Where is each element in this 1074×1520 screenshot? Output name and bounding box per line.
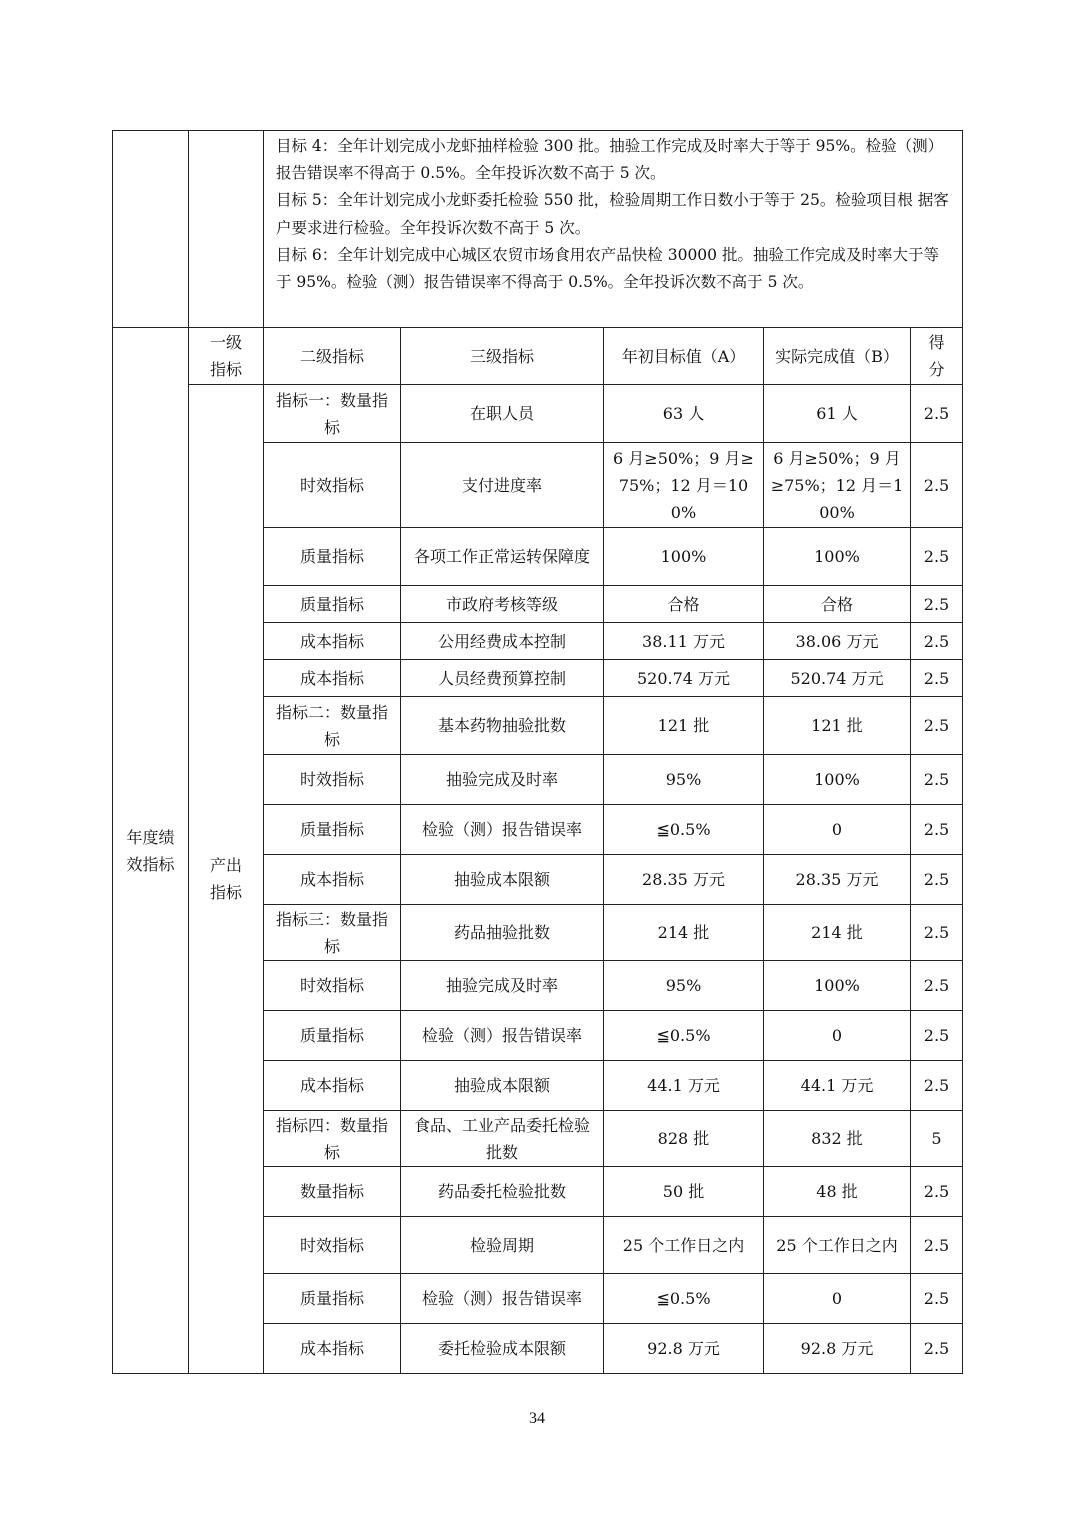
second-level-indicator-cell: 指标三：数量指标 [264, 905, 401, 961]
third-level-indicator-cell: 在职人员 [401, 385, 604, 443]
score-cell: 2.5 [911, 1324, 963, 1374]
first-level-output-indicator: 产出指标 [189, 385, 264, 1374]
third-level-indicator-cell: 支付进度率 [401, 443, 604, 528]
third-level-indicator-cell: 人员经费预算控制 [401, 660, 604, 697]
score-cell: 2.5 [911, 1274, 963, 1324]
goal-5-text: 目标 5：全年计划完成小龙虾委托检验 550 批，检验周期工作日数小于等于 25。检验项目根 据客户要求进行检验。全年投诉次数不高于 5 次。 [276, 191, 949, 237]
second-level-indicator-cell: 质量指标 [264, 586, 401, 623]
third-level-indicator-cell: 药品抽验批数 [401, 905, 604, 961]
initial-target-cell: 38.11 万元 [604, 623, 764, 660]
initial-target-cell: 50 批 [604, 1167, 764, 1217]
score-cell: 2.5 [911, 660, 963, 697]
score-cell: 2.5 [911, 443, 963, 528]
score-cell: 2.5 [911, 755, 963, 805]
initial-target-cell: 6 月≥50%；9 月≥75%；12 月＝100% [604, 443, 764, 528]
initial-target-cell: 121 批 [604, 697, 764, 755]
score-cell: 2.5 [911, 586, 963, 623]
third-level-indicator-cell: 委托检验成本限额 [401, 1324, 604, 1374]
actual-value-cell: 520.74 万元 [764, 660, 911, 697]
score-cell: 2.5 [911, 528, 963, 586]
initial-target-cell: 100% [604, 528, 764, 586]
second-level-indicator-cell: 成本指标 [264, 660, 401, 697]
actual-value-cell: 92.8 万元 [764, 1324, 911, 1374]
second-level-indicator-cell: 成本指标 [264, 1324, 401, 1374]
actual-value-cell: 28.35 万元 [764, 855, 911, 905]
goal-4-text: 目标 4：全年计划完成小龙虾抽样检验 300 批。抽验工作完成及时率大于等于 95%。检验（测）报告错误率不得高于 0.5%。全年投诉次数不高于 5 次。 [276, 137, 944, 183]
initial-target-cell: 25 个工作日之内 [604, 1217, 764, 1274]
actual-value-cell: 0 [764, 1274, 911, 1324]
second-level-indicator-cell: 数量指标 [264, 1167, 401, 1217]
third-level-indicator-cell: 检验（测）报告错误率 [401, 1274, 604, 1324]
second-level-indicator-cell: 时效指标 [264, 755, 401, 805]
header-initial-target: 年初目标值（A） [604, 328, 764, 385]
actual-value-cell: 0 [764, 1011, 911, 1061]
header-actual-value: 实际完成值（B） [764, 328, 911, 385]
second-level-indicator-cell: 质量指标 [264, 1274, 401, 1324]
header-first-level: 一级指标 [189, 328, 264, 385]
table-header-row [113, 328, 963, 385]
annual-performance-indicator-label: 年度绩效指标 [113, 328, 189, 1374]
actual-value-cell: 合格 [764, 586, 911, 623]
score-cell: 2.5 [911, 623, 963, 660]
second-level-indicator-cell: 成本指标 [264, 855, 401, 905]
third-level-indicator-cell: 抽验完成及时率 [401, 755, 604, 805]
actual-value-cell: 6 月≥50%；9 月≥75%；12 月＝100% [764, 443, 911, 528]
initial-target-cell: 828 批 [604, 1111, 764, 1167]
actual-value-cell: 48 批 [764, 1167, 911, 1217]
header-second-level: 二级指标 [264, 328, 401, 385]
actual-value-cell: 38.06 万元 [764, 623, 911, 660]
second-level-indicator-cell: 时效指标 [264, 443, 401, 528]
actual-value-cell: 100% [764, 755, 911, 805]
goals-blank-cell [189, 131, 264, 328]
page-number: 34 [529, 1410, 545, 1427]
score-cell: 2.5 [911, 1061, 963, 1111]
score-cell: 2.5 [911, 697, 963, 755]
initial-target-cell: 214 批 [604, 905, 764, 961]
score-cell: 2.5 [911, 961, 963, 1011]
second-level-indicator-cell: 质量指标 [264, 805, 401, 855]
table-row [113, 385, 963, 443]
second-level-indicator-cell: 时效指标 [264, 961, 401, 1011]
score-cell: 2.5 [911, 1011, 963, 1061]
third-level-indicator-cell: 药品委托检验批数 [401, 1167, 604, 1217]
second-level-indicator-cell: 质量指标 [264, 528, 401, 586]
score-cell: 2.5 [911, 855, 963, 905]
score-cell: 2.5 [911, 1217, 963, 1274]
second-level-indicator-cell: 指标二：数量指标 [264, 697, 401, 755]
initial-target-cell: ≦0.5% [604, 805, 764, 855]
score-cell: 2.5 [911, 1167, 963, 1217]
performance-indicator-table [112, 130, 963, 1374]
actual-value-cell: 832 批 [764, 1111, 911, 1167]
actual-value-cell: 100% [764, 961, 911, 1011]
initial-target-cell: 520.74 万元 [604, 660, 764, 697]
third-level-indicator-cell: 抽验完成及时率 [401, 961, 604, 1011]
third-level-indicator-cell: 各项工作正常运转保障度 [401, 528, 604, 586]
actual-value-cell: 44.1 万元 [764, 1061, 911, 1111]
initial-target-cell: ≦0.5% [604, 1011, 764, 1061]
score-cell: 2.5 [911, 905, 963, 961]
initial-target-cell: 92.8 万元 [604, 1324, 764, 1374]
actual-value-cell: 25 个工作日之内 [764, 1217, 911, 1274]
goals-blank-cell [113, 131, 189, 328]
initial-target-cell: 95% [604, 961, 764, 1011]
third-level-indicator-cell: 食品、工业产品委托检验批数 [401, 1111, 604, 1167]
goals-row [113, 131, 963, 328]
third-level-indicator-cell: 检验周期 [401, 1217, 604, 1274]
score-cell: 2.5 [911, 805, 963, 855]
initial-target-cell: 63 人 [604, 385, 764, 443]
second-level-indicator-cell: 质量指标 [264, 1011, 401, 1061]
second-level-indicator-cell: 指标四：数量指标 [264, 1111, 401, 1167]
initial-target-cell: ≦0.5% [604, 1274, 764, 1324]
score-cell: 2.5 [911, 385, 963, 443]
third-level-indicator-cell: 市政府考核等级 [401, 586, 604, 623]
actual-value-cell: 100% [764, 528, 911, 586]
third-level-indicator-cell: 检验（测）报告错误率 [401, 805, 604, 855]
third-level-indicator-cell: 基本药物抽验批数 [401, 697, 604, 755]
third-level-indicator-cell: 抽验成本限额 [401, 1061, 604, 1111]
second-level-indicator-cell: 时效指标 [264, 1217, 401, 1274]
second-level-indicator-cell: 成本指标 [264, 623, 401, 660]
third-level-indicator-cell: 检验（测）报告错误率 [401, 1011, 604, 1061]
initial-target-cell: 44.1 万元 [604, 1061, 764, 1111]
actual-value-cell: 0 [764, 805, 911, 855]
initial-target-cell: 合格 [604, 586, 764, 623]
third-level-indicator-cell: 公用经费成本控制 [401, 623, 604, 660]
actual-value-cell: 121 批 [764, 697, 911, 755]
second-level-indicator-cell: 指标一：数量指标 [264, 385, 401, 443]
goal-6-text: 目标 6：全年计划完成中心城区农贸市场食用农产品快检 30000 批。抽验工作完成及时率大于等于 95%。检验（测）报告错误率不得高于 0.5%。全年投诉次数不高于 5 次。 [276, 245, 939, 292]
header-score: 得分 [911, 328, 963, 385]
initial-target-cell: 95% [604, 755, 764, 805]
second-level-indicator-cell: 成本指标 [264, 1061, 401, 1111]
score-cell: 5 [911, 1111, 963, 1167]
actual-value-cell: 61 人 [764, 385, 911, 443]
initial-target-cell: 28.35 万元 [604, 855, 764, 905]
actual-value-cell: 214 批 [764, 905, 911, 961]
third-level-indicator-cell: 抽验成本限额 [401, 855, 604, 905]
header-third-level: 三级指标 [401, 328, 604, 385]
goals-cell [264, 131, 963, 328]
